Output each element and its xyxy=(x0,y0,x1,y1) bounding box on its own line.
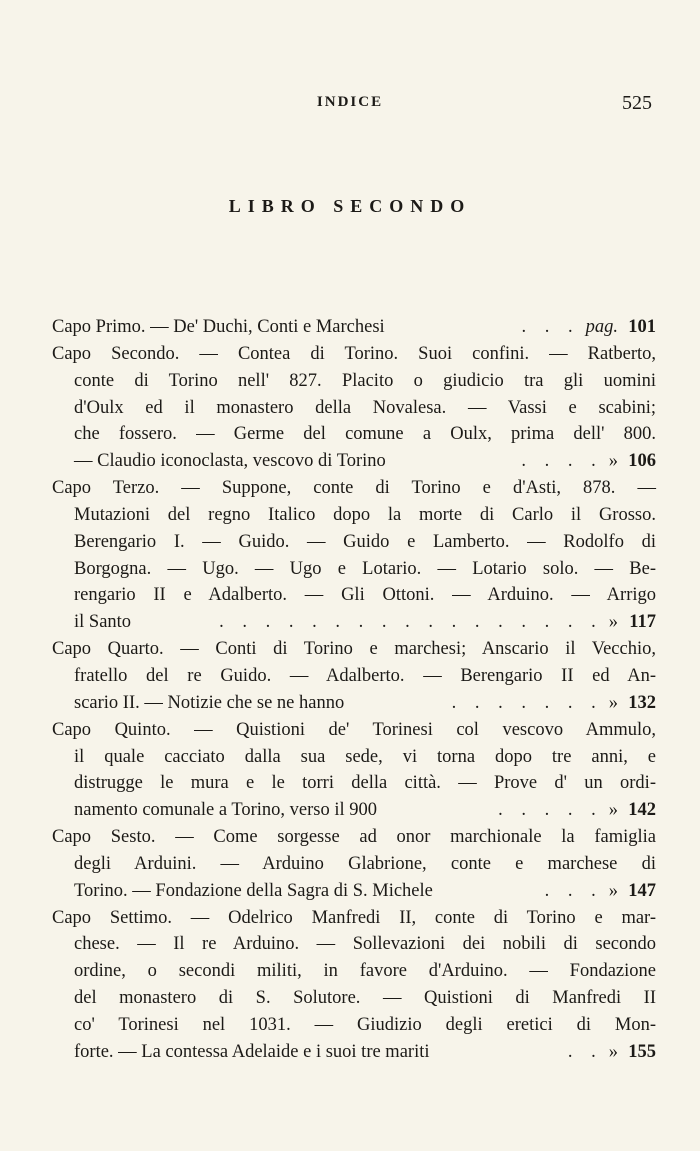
toc-entry-line: Mutazioni del regno Italico dopo la morte di Carlo il Grosso. xyxy=(74,504,656,525)
toc-entry xyxy=(52,314,656,341)
toc-entry xyxy=(52,341,656,475)
dot-leaders: . . xyxy=(567,1041,603,1062)
dot-leaders: . . . xyxy=(521,317,580,337)
toc-entry xyxy=(52,824,656,905)
page-marker: » xyxy=(608,880,618,901)
toc-entry-line: Capo Secondo. — Contea di Torino. Suoi confini. — Ratberto, xyxy=(52,343,656,364)
toc-entry-line: il Santo xyxy=(74,612,132,633)
toc-entry-line: che fossero. — Germe del comune a Oulx, prima dell' 800. xyxy=(74,424,656,445)
toc-entry-final-line xyxy=(52,797,656,824)
toc-entry-line: conte di Torino nell' 827. Placito o giudicio tra gli uomini xyxy=(74,370,656,391)
page-marker: » xyxy=(608,451,618,472)
page-marker: » xyxy=(608,1041,618,1062)
table-of-contents xyxy=(52,314,656,1066)
toc-entry xyxy=(52,905,656,1066)
toc-entry-line: — Claudio iconoclasta, vescovo di Torino xyxy=(74,451,386,472)
toc-entry-line: Torino. — Fondazione della Sagra di S. Michele xyxy=(74,880,433,901)
toc-entry-line: scario II. — Notizie che se ne hanno xyxy=(74,692,345,713)
toc-entry-final-line xyxy=(52,878,656,905)
toc-entry-line: Capo Quarto. — Conti di Torino e marchesi; Anscario il Vecchio, xyxy=(52,639,656,660)
page-reference: 101 xyxy=(628,317,656,337)
toc-entry-line: degli Arduini. — Arduino Glabrione, conte e marchese di xyxy=(74,853,656,874)
toc-entry-line: Capo Primo. — De' Duchi, Conti e Marchesi xyxy=(52,317,385,337)
toc-entry-line: co' Torinesi nel 1031. — Giudizio degli eretici di Mon- xyxy=(74,1014,656,1035)
running-head xyxy=(0,92,700,120)
toc-entry-final-line xyxy=(52,314,656,341)
toc-entry xyxy=(52,717,656,824)
toc-entry xyxy=(52,636,656,717)
toc-entry-final-line xyxy=(52,690,656,717)
toc-entry xyxy=(52,475,656,636)
page-reference: 132 xyxy=(628,692,656,713)
toc-entry-line: del monastero di S. Solutore. — Quistioni di Manfredi II xyxy=(74,988,656,1009)
toc-entry-line: forte. — La contessa Adelaide e i suoi tre mariti xyxy=(74,1041,430,1062)
page-marker: » xyxy=(608,692,618,713)
toc-entry-line: ordine, o secondi militi, in favore d'Arduino. — Fondazione xyxy=(74,961,656,982)
book-title: LIBRO SECONDO xyxy=(228,196,472,216)
toc-entry-line: Capo Terzo. — Suppone, conte di Torino e d'Asti, 878. — xyxy=(52,478,656,499)
page-marker: » xyxy=(608,612,618,633)
toc-entry-final-line xyxy=(52,609,656,636)
page-reference: 106 xyxy=(628,451,656,472)
toc-entry-final-line xyxy=(52,1039,656,1066)
dot-leaders: . . . . . xyxy=(498,800,603,821)
toc-entry-final-line xyxy=(52,448,656,475)
page-reference: 147 xyxy=(628,880,656,901)
toc-entry-line: fratello del re Guido. — Adalberto. — Berengario II ed An- xyxy=(74,665,656,686)
page-marker: » xyxy=(608,800,618,821)
page-marker: pag. xyxy=(585,317,618,337)
page-number: 525 xyxy=(622,92,652,114)
page-reference: 155 xyxy=(628,1041,656,1062)
toc-entry-line: chese. — Il re Arduino. — Sollevazioni dei nobili di secondo xyxy=(74,934,656,955)
page-reference: 142 xyxy=(628,800,656,821)
toc-entry-line: Capo Sesto. — Come sorgesse ad onor marchionale la famiglia xyxy=(52,827,656,848)
dot-leaders: . . . . xyxy=(521,451,603,472)
toc-entry-line: namento comunale a Torino, verso il 900 xyxy=(74,800,378,821)
toc-entry-line: distrugge le mura e le torri della città. — Prove d' un ordi- xyxy=(74,773,656,794)
toc-entry-line: Borgogna. — Ugo. — Ugo e Lotario. — Lotario solo. — Be- xyxy=(74,558,656,579)
page-reference: 117 xyxy=(629,612,656,633)
toc-entry-line: Berengario I. — Guido. — Guido e Lamberto. — Rodolfo di xyxy=(74,531,656,552)
toc-entry-line: Capo Quinto. — Quistioni de' Torinesi col vescovo Ammulo, xyxy=(52,719,656,740)
dot-leaders: . . . xyxy=(544,880,603,901)
toc-entry-line: d'Oulx ed il monastero della Novalesa. — Vassi e scabini; xyxy=(74,397,656,418)
toc-entry-line: Capo Settimo. — Odelrico Manfredi II, conte di Torino e mar- xyxy=(52,907,656,928)
running-head-title: INDICE xyxy=(316,94,384,110)
dot-leaders: . . . . . . . xyxy=(451,692,603,713)
toc-entry-line: il quale cacciato dalla sua sede, vi torna dopo tre anni, e xyxy=(74,746,656,767)
dot-leaders: . . . . . . . . . . . . . . . . . xyxy=(219,612,603,633)
toc-entry-line: rengario II e Adalberto. — Gli Ottoni. — Arduino. — Arrigo xyxy=(74,585,656,606)
